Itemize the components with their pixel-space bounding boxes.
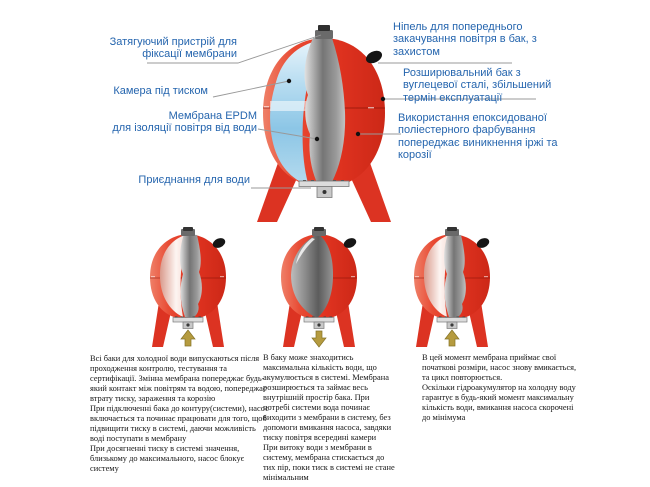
label-line: термін експлуатації xyxy=(403,91,503,104)
label-line: Використання епоксидованої xyxy=(398,112,547,124)
small-tank-full xyxy=(281,227,358,347)
label-line: поліестерного фарбування xyxy=(398,124,536,137)
seam-mark-right xyxy=(368,107,374,108)
label-air-nipple xyxy=(393,21,568,58)
water-outflow-arrow-icon xyxy=(312,331,326,347)
paragraph-column-2 xyxy=(263,353,395,483)
fitting-hole xyxy=(323,190,327,194)
label-line: для ізоляції повітря від води xyxy=(112,122,257,135)
label-line: Камера під тиском xyxy=(113,85,208,97)
paragraph-block: Оскільки гідроакумулятор на холодну воду гарантує в будь-який момент максимальну кількість води, вмикання насоса скорочені до мінімума xyxy=(422,383,576,422)
small-tank-initial xyxy=(150,227,227,347)
label-line: Ніпель для попереднього xyxy=(393,21,523,33)
label-line: фіксації мембрани xyxy=(142,48,237,61)
label-line: корозії xyxy=(398,149,432,162)
label-line: Затягуючий пристрій для xyxy=(109,36,237,48)
water-inflow-arrow-icon xyxy=(181,330,195,346)
seam-mark-left xyxy=(264,106,269,107)
label-line: Приєднання для води xyxy=(138,174,250,186)
label-epoxy-coating xyxy=(398,112,578,162)
paragraph-block: В цей момент мембрана приймає свої початкові розміри, насос знову вмикається, та цикл повторюється. xyxy=(422,353,577,382)
label-pressure-chamber xyxy=(88,85,208,97)
paragraph-column-1 xyxy=(90,354,270,474)
membrane-clamp-cap xyxy=(315,30,333,39)
paragraph-column-3 xyxy=(422,353,580,423)
label-line: закачування повітря в бак, з xyxy=(393,33,537,46)
bottom-flange xyxy=(299,181,349,187)
water-inflow-arrow-icon xyxy=(445,330,459,346)
membrane-clamp-top xyxy=(318,25,330,31)
label-line: Розширювальний бак з xyxy=(403,67,521,79)
paragraph-block: В баку може знаходитись максимальна кількість води, що акумулюється в системі. Мембрана розширюється та займає весь внутрішній простір бака. При потребі системи вода починає виходити з мембрани в систему, без допомоги вмикання насоса, завдяки тиску повітря всередині камери xyxy=(263,353,392,442)
label-membrane-clamp xyxy=(72,36,237,61)
label-steel-body xyxy=(403,67,573,104)
label-water-connection xyxy=(110,174,250,186)
small-tank-restored xyxy=(414,227,491,347)
label-line: захистом xyxy=(393,45,440,58)
paragraph-block: При досягненні тиску в системі значення, близькому до максимального, насос блокує систему xyxy=(90,444,245,473)
label-line: Мембрана EPDM xyxy=(168,110,257,122)
label-line: попереджає виникнення іржі та xyxy=(398,136,558,149)
label-epdm-membrane xyxy=(92,110,257,135)
paragraph-block: При підключенні бака до контуру(системи), насос включається та починає працювати для того, щоб підвищити тиску в системі, даючи можливість воді поступати в мембрану xyxy=(90,404,269,443)
paragraph-block: Всі баки для холодної води випускаються після проходження контролю, тестування та сертифікації. Змінна мембрана попереджає будь-який контакт між повітрям та водою, попереджає втрату тиску, зараження та корозію xyxy=(90,354,267,403)
paragraph-block: При витоку води з мембрани в систему, мембрана стискається до тих пір, поки тиск в системі не стане мінімальним xyxy=(263,443,395,482)
label-line: вуглецевої сталі, збільшений xyxy=(403,79,552,92)
